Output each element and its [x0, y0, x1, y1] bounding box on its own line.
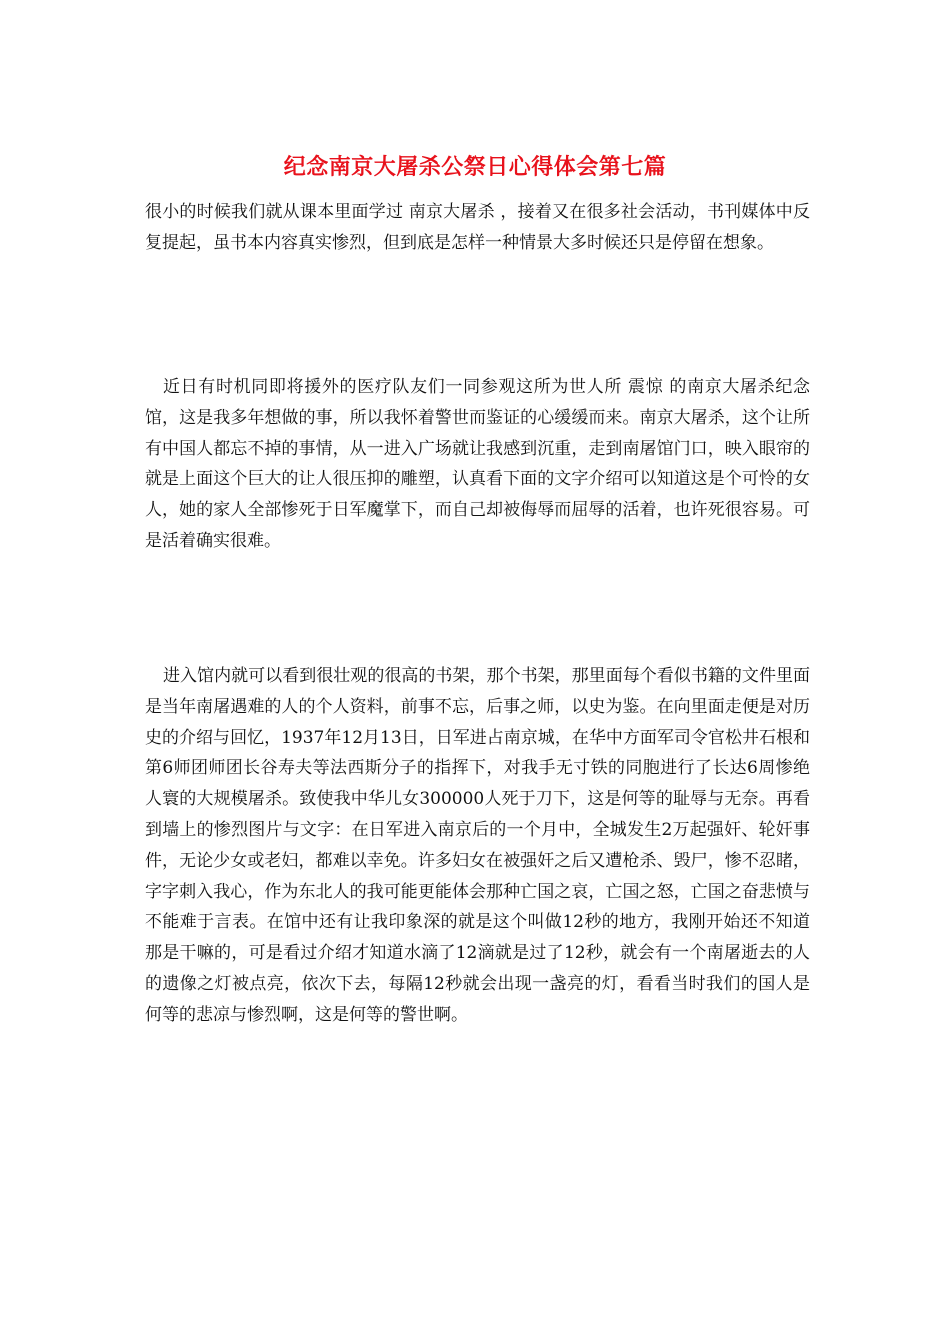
document-title: 纪念南京大屠杀公祭日心得体会第七篇: [283, 154, 667, 180]
paragraph-1: 很小的时候我们就从课本里面学过 南京大屠杀 ，接着又在很多社会活动，书刊媒体中反复提起，虽书本内容真实惨烈，但到底是怎样一种情景大多时候还只是停留在想象。: [145, 202, 810, 253]
paragraph-2: 近日有时机同即将援外的医疗队友们一同参观这所为世人所 震惊 的南京大屠杀纪念馆，这是我多年想做的事，所以我怀着警世而鉴证的心缓缓而来。南京大屠杀，这个让所有中国人都忘不掉的事情，从一进入广场就让我感到沉重，走到南屠馆门口，映入眼帘的就是上面这个巨大的让人很压抑的雕塑，认真看下面的文字介绍可以知道这是个可怜的女人，她的家人全部惨死于日军魔掌下，而自己却被侮辱而屈辱的活着，也许死很容易。可是活着确实很难。: [145, 377, 810, 551]
paragraph-3: 进入馆内就可以看到很壮观的很高的书架，那个书架，那里面每个看似书籍的文件里面是当年南屠遇难的人的个人资料，前事不忘，后事之师，以史为鉴。在向里面走便是对历史的介绍与回忆，1937年12月13日，日军进占南京城，在华中方面军司令官松井石根和第6师团师团长谷寿夫等法西斯分子的指挥下，对我手无寸铁的同胞进行了长达6周惨绝人寰的大规模屠杀。致使我中华儿女300000人死于刀下，这是何等的耻辱与无奈。再看到墙上的惨烈图片与文字：在日军进入南京后的一个月中，全城发生2万起强奸、轮奸事件，无论少女或老妇，都难以幸免。许多妇女在被强奸之后又遭枪杀、毁尸，惨不忍睹，字字刺入我心，作为东北人的我可能更能体会那种亡国之哀，亡国之怒，亡国之奋悲愤与不能难于言表。在馆中还有让我印象深的就是这个叫做12秒的地方，我刚开始还不知道那是干嘛的，可是看过介绍才知道水滴了12滴就是过了12秒，就会有一个南屠逝去的人的遗像之灯被点亮，依次下去，每隔12秒就会出现一盏亮的灯，看看当时我们的国人是何等的悲凉与惨烈啊，这是何等的警世啊。: [145, 666, 810, 1025]
